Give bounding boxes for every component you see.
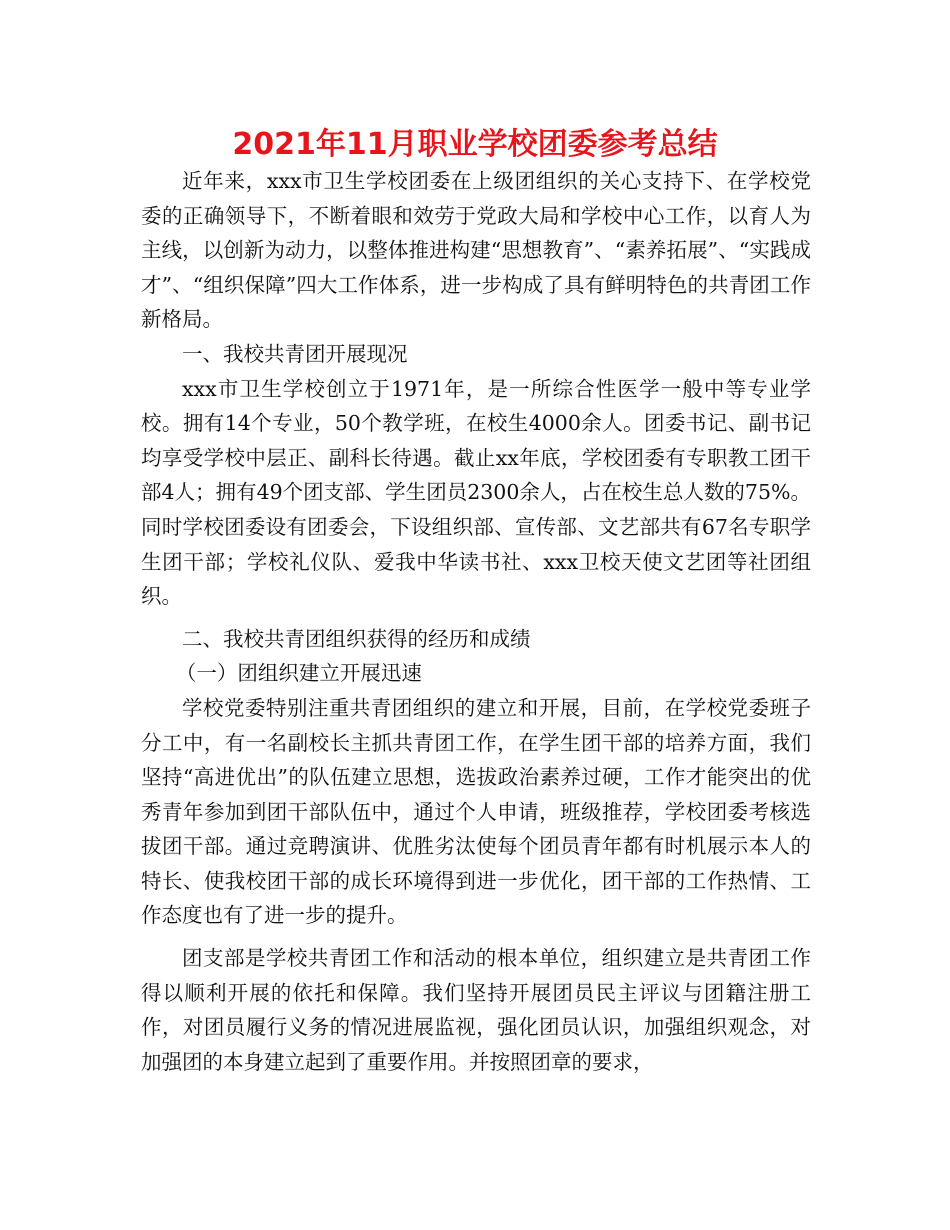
paragraph-intro: 近年来，xxx市卫生学校团委在上级团组织的关心支持下、在学校党委的正确领导下，不断着眼和效劳于党政大局和学校中心工作，以育人为主线，以创新为动力，以整体推进构建“思想教育”、“素养拓展”、“实践成才”、“组织保障”四大工作体系，进一步构成了具有鲜明特色的共青团工作新格局。 (141, 169, 811, 332)
paragraph-organization-building: 学校党委特别注重共青团组织的建立和开展，目前，在学校党委班子分工中，有一名副校长主抓共青团工作，在学生团干部的培养方面，我们坚持“高进优出”的队伍建立思想，选拔政治素养过硬，工作才能突出的优秀青年参加到团干部队伍中，通过个人申请，班级推荐，学校团委考核选拔团干部。通过竞聘演讲、优胜劣汰使每个团员青年都有时机展示本人的特长、使我校团干部的成长环境得到进一步优化，团干部的工作热情、工作态度也有了进一步的提升。 (141, 695, 811, 928)
paragraph-league-branch: 团支部是学校共青团工作和活动的根本单位，组织建立是共青团工作得以顺利开展的依托和保障。我们坚持开展团员民主评议与团籍注册工作，对团员履行义务的情况进展监视，强化团员认识，加强组织观念，对加强团的本身建立起到了重要作用。并按照团章的要求， (141, 946, 811, 1074)
subsection-heading-1: （一）团组织建立开展迅速 (175, 661, 422, 686)
section-heading-1: 一、我校共青团开展现况 (182, 341, 408, 366)
document-body (141, 164, 811, 1079)
document-title: 2021年11月职业学校团委参考总结 (232, 127, 718, 162)
section-heading-2: 二、我校共青团组织获得的经历和成绩 (182, 626, 531, 651)
paragraph-school-overview: xxx市卫生学校创立于1971年，是一所综合性医学一般中等专业学校。拥有14个专业，50个教学班，在校生4000余人。团委书记、副书记均享受学校中层正、副科长待遇。截止xx年底，学校团委有专职教工团干部4人；拥有49个团支部、学生团员2300余人，占在校生总人数的75%。同时学校团委设有团委会，下设组织部、宣传部、文艺部共有67名专职学生团干部；学校礼仪队、爱我中华读书社、xxx卫校天使文艺团等社团组织。 (141, 376, 811, 609)
